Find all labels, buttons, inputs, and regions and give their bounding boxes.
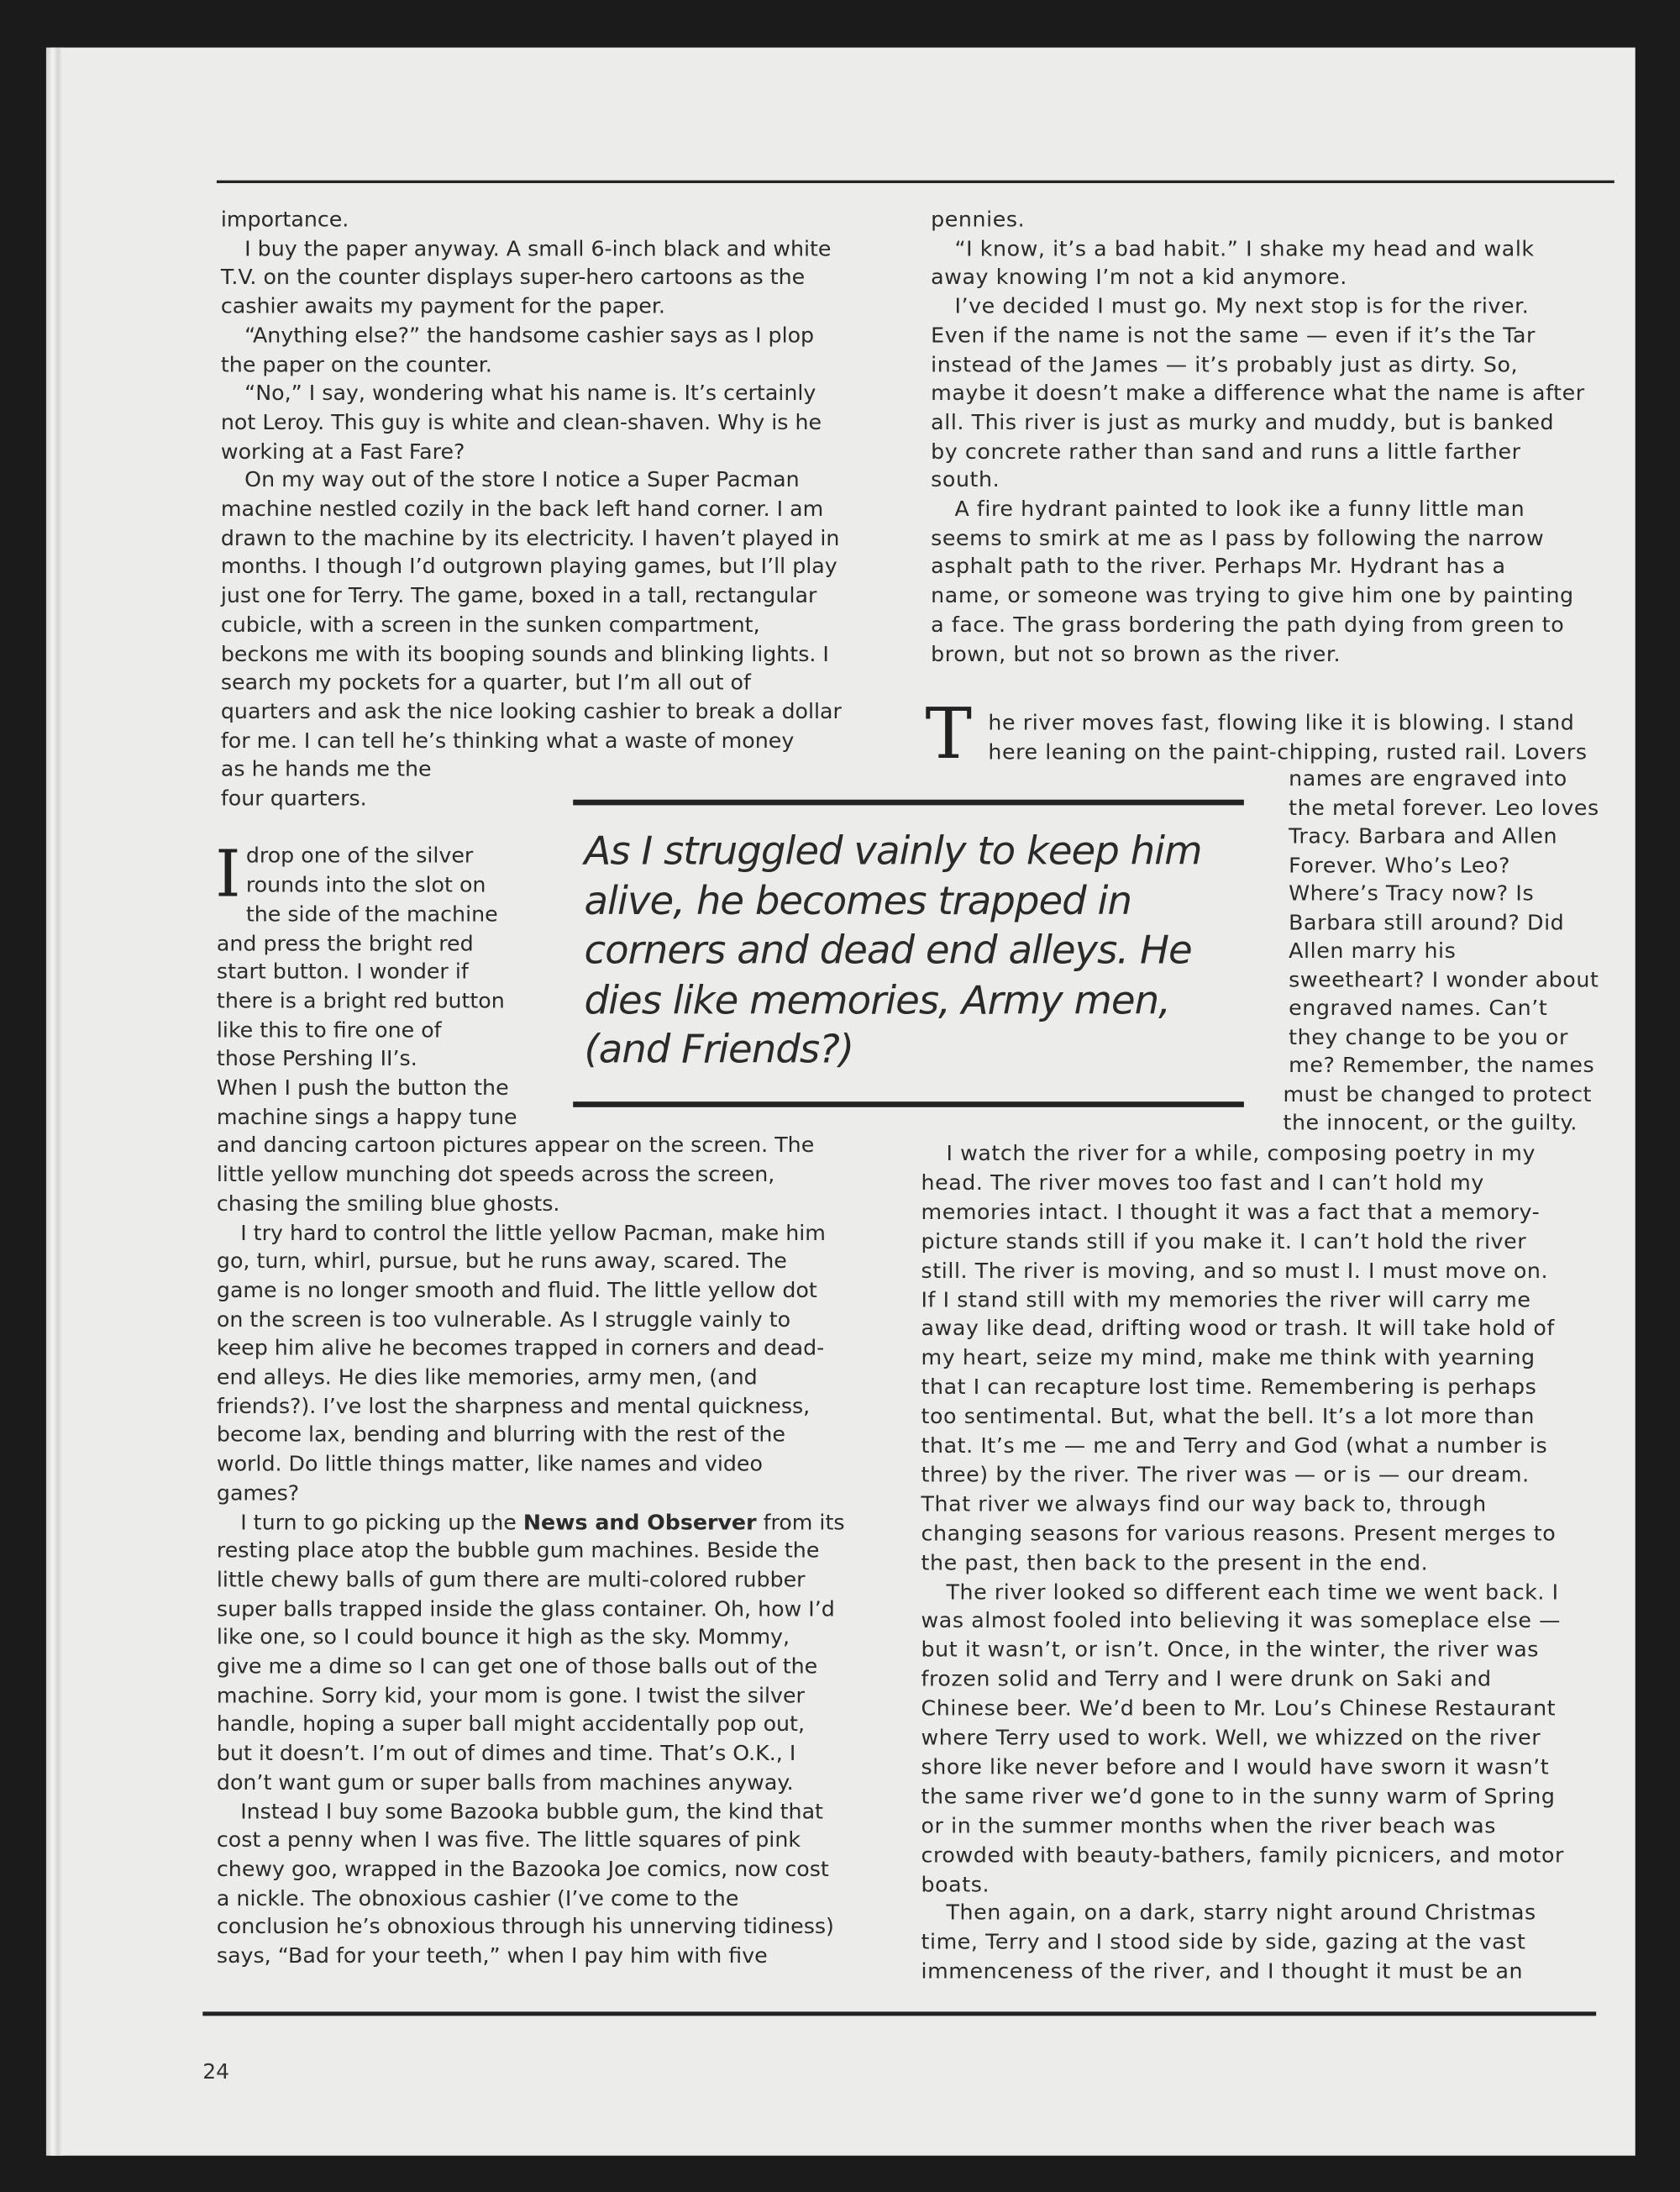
pull-quote-bottom-rule (573, 1101, 1244, 1107)
text-line (217, 1132, 814, 1159)
text-line: where Terry used to work. Well, we whizzed on the river (921, 1725, 1541, 1751)
text-segment: but it doesn’t. I’m out of dimes and time. That’s O.K., I (216, 1740, 796, 1766)
text-line: the same river we’d gone to in the sunny warm of Spring (921, 1783, 1556, 1809)
text-line (240, 1218, 826, 1246)
text-line (217, 1334, 824, 1362)
text-segment: super balls trapped inside the glass container. Oh, how I’d (216, 1595, 835, 1622)
text-segment: game is no longer smooth and fluid. The little yellow dot (216, 1277, 817, 1303)
text-line: The river looked so different each time we went back. I (946, 1579, 1559, 1605)
text-line (217, 1363, 758, 1390)
text-line: I’ve decided I must go. My next stop is for the river. (954, 293, 1530, 319)
text-line: boats. (921, 1871, 990, 1897)
text-line (217, 1565, 806, 1593)
text-line: Allen marry his (1289, 938, 1457, 964)
text-line: Chinese beer. We’d been to Mr. Lou’s Chinese Restaurant (921, 1695, 1557, 1722)
text-line: If I stand still with my memories the river will carry me (921, 1286, 1531, 1312)
text-line: memories intact. I thought it was a fact that a memory- (921, 1199, 1541, 1225)
text-segment: I try hard to control the little yellow Pacman, make him (240, 1219, 826, 1245)
text-line: those Pershing II’s. (216, 1046, 417, 1072)
pull-quote-line: alive, he becomes trapped in (584, 877, 1131, 924)
text-segment: handle, hoping a super ball might accidentally pop out, (216, 1711, 805, 1737)
text-line (217, 1884, 738, 1911)
text-line: quarters and ask the nice looking cashier to break a dollar (220, 698, 842, 724)
text-segment: resting place atop the bubble gum machines. Beside the (216, 1538, 820, 1564)
text-line: was almost fooled into believing it was someplace else — (921, 1608, 1562, 1634)
text-line: pennies. (931, 207, 1026, 233)
text-segment: give me a dime so I can get one of those balls out of the (216, 1653, 818, 1679)
text-line: “Anything else?” the handsome cashier says as I plop (244, 323, 815, 348)
text-line: asphalt path to the river. Perhaps Mr. Hydrant has a (931, 554, 1506, 580)
text-line: beckons me with its booping sounds and blinking lights. I (220, 640, 829, 666)
text-line: T.V. on the counter displays super-hero cartoons as the (220, 265, 806, 291)
text-line: cubicle, with a screen in the sunken compartment, (220, 612, 760, 638)
text-line (217, 1276, 817, 1304)
text-line: name, or someone was trying to give him one by painting (931, 583, 1574, 608)
text-line: picture stands still if you make it. I can’t hold the river (921, 1228, 1527, 1254)
text-line: search my pockets for a quarter, but I’m all out of (220, 670, 751, 696)
text-line: drawn to the machine by its electricity. I haven’t played in (220, 525, 840, 551)
text-line: they change to be you or (1289, 1023, 1568, 1049)
text-segment: on the screen is too vulnerable. As I struggle vainly to (216, 1306, 791, 1333)
text-line: maybe it doesn’t make a difference what the name is after (931, 380, 1585, 406)
text-segment: world. Do little things matter, like names and video (216, 1451, 763, 1477)
text-line: three) by the river. The river was — or is — our dream. (921, 1462, 1530, 1488)
page-number: 24 (202, 2058, 230, 2084)
text-segment: a nickle. The obnoxious cashier (I’ve come to the (216, 1884, 739, 1911)
text-line: me? Remember, the names (1289, 1052, 1595, 1078)
text-line: Then again, on a dark, starry night around Christmas (946, 1900, 1536, 1926)
text-line (217, 1450, 763, 1478)
text-line: or in the summer months when the river beach was (921, 1812, 1496, 1838)
text-segment: little chewy balls of gum there are multi-colored rubber (216, 1567, 806, 1593)
text-line (217, 1711, 805, 1738)
text-line: months. I though I’d outgrown playing games, but I’ll play (220, 554, 837, 580)
text-line: the side of the machine (245, 901, 498, 927)
text-line (217, 1739, 795, 1767)
text-segment: chewy goo, wrapped in the Bazooka Joe comics, now cost (216, 1856, 829, 1882)
text-line: my heart, seize my mind, make me think with yearning (921, 1345, 1536, 1371)
text-segment: games? (216, 1480, 300, 1506)
text-line: shore like never before and I would have sworn it wasn’t (921, 1754, 1550, 1779)
newspaper-title: News and Observer (522, 1509, 757, 1535)
text-line: for me. I can tell he’s thinking what a waste of money (220, 728, 795, 754)
text-line: On my way out of the store I notice a Super Pacman (244, 467, 800, 493)
text-line: the metal forever. Leo loves (1289, 794, 1599, 820)
text-segment: keep him alive he becomes trapped in corners and dead- (216, 1335, 825, 1361)
text-line: that. It’s me — me and Terry and God (what a number is (921, 1432, 1548, 1459)
text-line: and press the bright red (216, 930, 474, 956)
text-line (217, 1248, 787, 1275)
text-line (217, 1392, 810, 1420)
text-line: not Leroy. This guy is white and clean-shaven. Why is he (220, 409, 822, 435)
text-line: but it wasn’t, or isn’t. Once, in the winter, the river was (921, 1637, 1540, 1663)
text-segment: become lax, bending and blurring with the rest of the (216, 1422, 785, 1448)
text-line: that I can recapture lost time. Remembering is perhaps (921, 1374, 1537, 1400)
text-segment: go, turn, whirl, pursue, but he runs away, scared. The (216, 1248, 787, 1275)
text-line: just one for Terry. The game, boxed in a tall, rectangular (220, 583, 817, 608)
text-segment: don’t want gum or super balls from machines anyway. (216, 1769, 794, 1795)
text-line (217, 1421, 785, 1448)
top-rule (217, 181, 1614, 183)
text-segment: from its (756, 1509, 845, 1535)
text-line: Where’s Tracy now? Is (1289, 880, 1535, 907)
text-line (217, 1768, 794, 1795)
text-line: cashier awaits my payment for the paper. (220, 293, 665, 319)
pull-quote-line: dies like memories, Army men, (584, 976, 1170, 1023)
text-line: rounds into the slot on (245, 872, 486, 898)
text-line: must be changed to protect (1283, 1081, 1593, 1107)
text-line: a face. The grass bordering the path dying from green to (931, 612, 1565, 638)
text-line (217, 1855, 829, 1883)
text-segment: end alleys. He dies like memories, army men, (and (216, 1364, 758, 1390)
text-line: importance. (220, 207, 349, 233)
text-segment: like one, so I could bounce it high as the sky. Mommy, (216, 1624, 790, 1650)
text-line: That river we always find our way back to, through (921, 1491, 1487, 1517)
text-segment: and dancing cartoon pictures appear on the screen. The (216, 1133, 815, 1159)
text-line: sweetheart? I wonder about (1289, 966, 1599, 992)
text-line: away like dead, drifting wood or trash. It will take hold of (921, 1316, 1555, 1342)
text-line: four quarters. (220, 786, 367, 812)
text-line: crowded with beauty-bathers, family picnicers, and motor (921, 1842, 1565, 1868)
text-line: “No,” I say, wondering what his name is. It’s certainly (244, 380, 816, 406)
pull-quote-line: (and Friends?) (584, 1026, 854, 1073)
text-line: still. The river is moving, and so must I. I must move on. (921, 1257, 1549, 1283)
text-line: Barbara still around? Did (1289, 909, 1565, 935)
bottom-rule (202, 2011, 1596, 2016)
text-line: frozen solid and Terry and I were drunk on Saki and (921, 1666, 1492, 1692)
text-line (240, 1797, 823, 1825)
pull-quote-top-rule (573, 800, 1244, 806)
text-segment: Instead I buy some Bazooka bubble gum, the kind that (240, 1798, 823, 1824)
text-line: Tracy. Barbara and Allen (1289, 823, 1558, 849)
text-line: brown, but not so brown as the river. (931, 640, 1341, 666)
text-line (217, 1537, 819, 1564)
text-line (217, 1305, 790, 1333)
text-line: seems to smirk at me as I pass by following the narrow (931, 525, 1545, 551)
text-line: names are engraved into (1289, 765, 1567, 791)
text-line (217, 1681, 805, 1709)
text-line: I watch the river for a while, composing poetry in my (946, 1140, 1536, 1166)
text-line: he river moves fast, flowing like it is blowing. I stand (988, 710, 1575, 736)
text-line: machine sings a happy tune (216, 1103, 517, 1129)
text-line: here leaning on the paint-chipping, rusted rail. Lovers (988, 739, 1588, 765)
text-line: the paper on the counter. (220, 351, 492, 377)
text-line (217, 1595, 835, 1622)
text-line: A fire hydrant painted to look ike a funny little man (954, 496, 1525, 522)
text-line: Even if the name is not the same — even if it’s the Tar (931, 323, 1536, 348)
text-segment: little yellow munching dot speeds across the screen, (216, 1161, 775, 1187)
text-line: the past, then back to the present in the end. (921, 1549, 1429, 1575)
text-line: instead of the James — it’s probably just as dirty. So, (931, 351, 1519, 377)
text-segment: chasing the smiling blue ghosts. (216, 1191, 560, 1217)
text-segment: I turn to go picking up the (240, 1509, 523, 1535)
text-line: drop one of the silver (245, 843, 474, 869)
pull-quote-line: As I struggled vainly to keep him (584, 828, 1202, 874)
text-line (217, 1623, 790, 1651)
text-line: like this to fire one of (216, 1017, 442, 1043)
text-line: working at a Fast Fare? (220, 438, 465, 464)
text-line: changing seasons for various reasons. Present merges to (921, 1520, 1557, 1546)
text-line (217, 1190, 560, 1217)
text-segment: cost a penny when I was five. The little squares of pink (216, 1827, 801, 1853)
text-line (217, 1653, 817, 1680)
text-line (217, 1913, 834, 1941)
text-line (217, 1160, 774, 1188)
text-segment: conclusion he’s obnoxious through his unnerving tidiness) (216, 1914, 834, 1940)
text-line: away knowing I’m not a kid anymore. (931, 265, 1347, 291)
text-segment: machine. Sorry kid, your mom is gone. I twist the silver (216, 1682, 805, 1708)
text-line (217, 1479, 299, 1506)
drop-cap-i: I (215, 836, 241, 912)
text-line: immenceness of the river, and I thought it must be an (921, 1958, 1524, 1984)
text-segment: says, “Bad for your teeth,” when I pay him with five (216, 1942, 768, 1969)
text-line: I buy the paper anyway. A small 6-inch black and white (244, 235, 832, 261)
text-line (217, 1942, 768, 1969)
text-line: as he hands me the (220, 756, 432, 782)
text-segment: friends?). I’ve lost the sharpness and mental quickness, (216, 1393, 811, 1419)
text-line: south. (931, 467, 1000, 493)
text-line: time, Terry and I stood side by side, gazing at the vast (921, 1929, 1526, 1955)
text-line: all. This river is just as murky and muddy, but is banked (931, 409, 1555, 435)
text-line (217, 1826, 801, 1853)
text-line: engraved names. Can’t (1289, 995, 1548, 1021)
text-line: by concrete rather than sand and runs a little farther (931, 438, 1521, 464)
text-line: start button. I wonder if (216, 959, 469, 985)
text-line: there is a bright red button (216, 988, 505, 1014)
text-line: too sentimental. But, what the bell. It’s a lot more than (921, 1403, 1535, 1429)
pull-quote-line: corners and dead end alleys. He (584, 927, 1192, 974)
drop-cap-t: T (925, 693, 973, 775)
text-line: When I push the button the (216, 1075, 509, 1101)
text-line: the innocent, or the guilty. (1283, 1110, 1578, 1136)
text-line: “I know, it’s a bad habit.” I shake my head and walk (954, 235, 1535, 261)
text-line: machine nestled cozily in the back left hand corner. I am (220, 496, 824, 522)
text-line: head. The river moves too fast and I can’t hold my (921, 1170, 1484, 1196)
text-line (240, 1508, 844, 1536)
book-binding (46, 48, 63, 2156)
text-line: Forever. Who’s Leo? (1289, 852, 1511, 878)
